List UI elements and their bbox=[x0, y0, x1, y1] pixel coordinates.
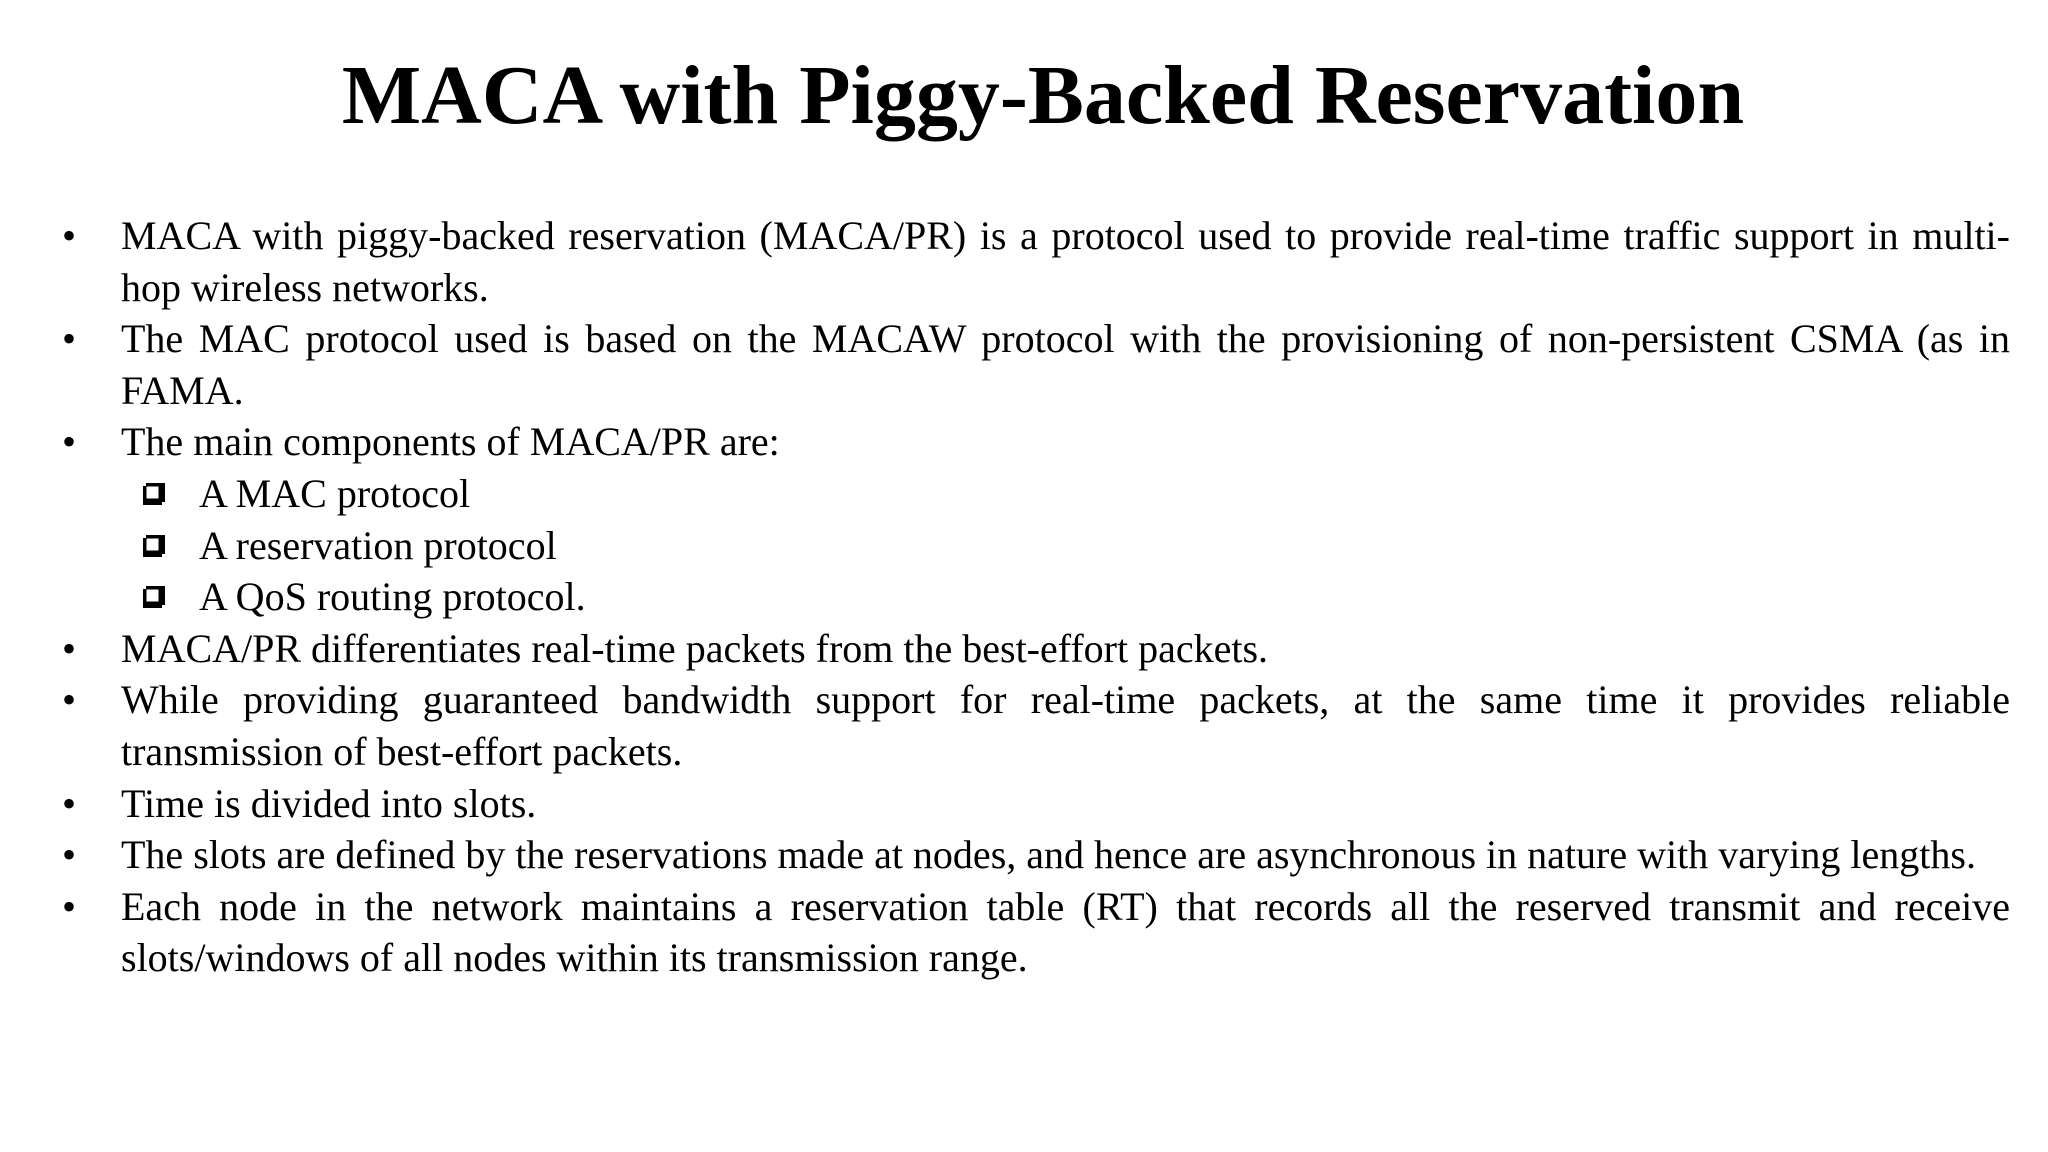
bullet-dot: • bbox=[62, 625, 77, 671]
bullet-text: MACA/PR differentiates real-time packets from the best-effort packets. bbox=[121, 625, 1269, 671]
sub-item-text: A reservation protocol bbox=[199, 522, 557, 568]
checkbox-icon bbox=[143, 586, 165, 608]
bullet-item bbox=[58, 674, 2010, 777]
bullet-list bbox=[58, 210, 2010, 984]
bullet-item bbox=[58, 623, 2010, 675]
sub-item bbox=[58, 520, 2010, 572]
sub-item bbox=[58, 571, 2010, 623]
bullet-dot: • bbox=[62, 419, 77, 465]
checkbox-icon bbox=[143, 483, 165, 505]
sub-item-text: A QoS routing protocol. bbox=[199, 574, 586, 620]
sub-item bbox=[58, 468, 2010, 520]
bullet-dot: • bbox=[62, 832, 77, 878]
bullet-item bbox=[58, 313, 2010, 416]
bullet-item bbox=[58, 778, 2010, 830]
bullet-text: The main components of MACA/PR are: bbox=[121, 419, 780, 465]
bullet-dot: • bbox=[62, 316, 77, 362]
bullet-dot: • bbox=[62, 780, 77, 826]
bullet-text: Each node in the network maintains a reservation table (RT) that records all the reserved transmit and receive slots/windows of all nodes within its transmission range. bbox=[121, 883, 2010, 981]
bullet-text: Time is divided into slots. bbox=[121, 780, 537, 826]
bullet-text: The MAC protocol used is based on the MACAW protocol with the provisioning of non-persistent CSMA (as in FAMA. bbox=[121, 316, 2010, 413]
sub-list-container bbox=[58, 468, 2010, 623]
bullet-item bbox=[58, 416, 2010, 468]
bullet-dot: • bbox=[62, 883, 77, 929]
bullet-dot: • bbox=[62, 677, 77, 723]
bullet-dot: • bbox=[62, 213, 77, 258]
bullet-item bbox=[58, 829, 2010, 881]
sub-item-text: A MAC protocol bbox=[199, 470, 471, 516]
bullet-text: The slots are defined by the reservations made at nodes, and hence are asynchronous in nature with varying lengths. bbox=[121, 832, 1976, 878]
checkbox-icon bbox=[143, 535, 165, 557]
slide-title: MACA with Piggy-Backed Reservation bbox=[341, 49, 1745, 142]
bullet-item bbox=[58, 210, 2010, 313]
sub-list bbox=[58, 468, 2010, 623]
bullet-text: While providing guaranteed bandwidth support for real-time packets, at the same time it provides reliable transmission of best-effort packets. bbox=[121, 677, 2010, 774]
bullet-text: MACA with piggy-backed reservation (MACA/PR) is a protocol used to provide real-time traffic support in multi-hop wireless networks. bbox=[121, 213, 2010, 310]
bullet-item bbox=[58, 881, 2010, 984]
